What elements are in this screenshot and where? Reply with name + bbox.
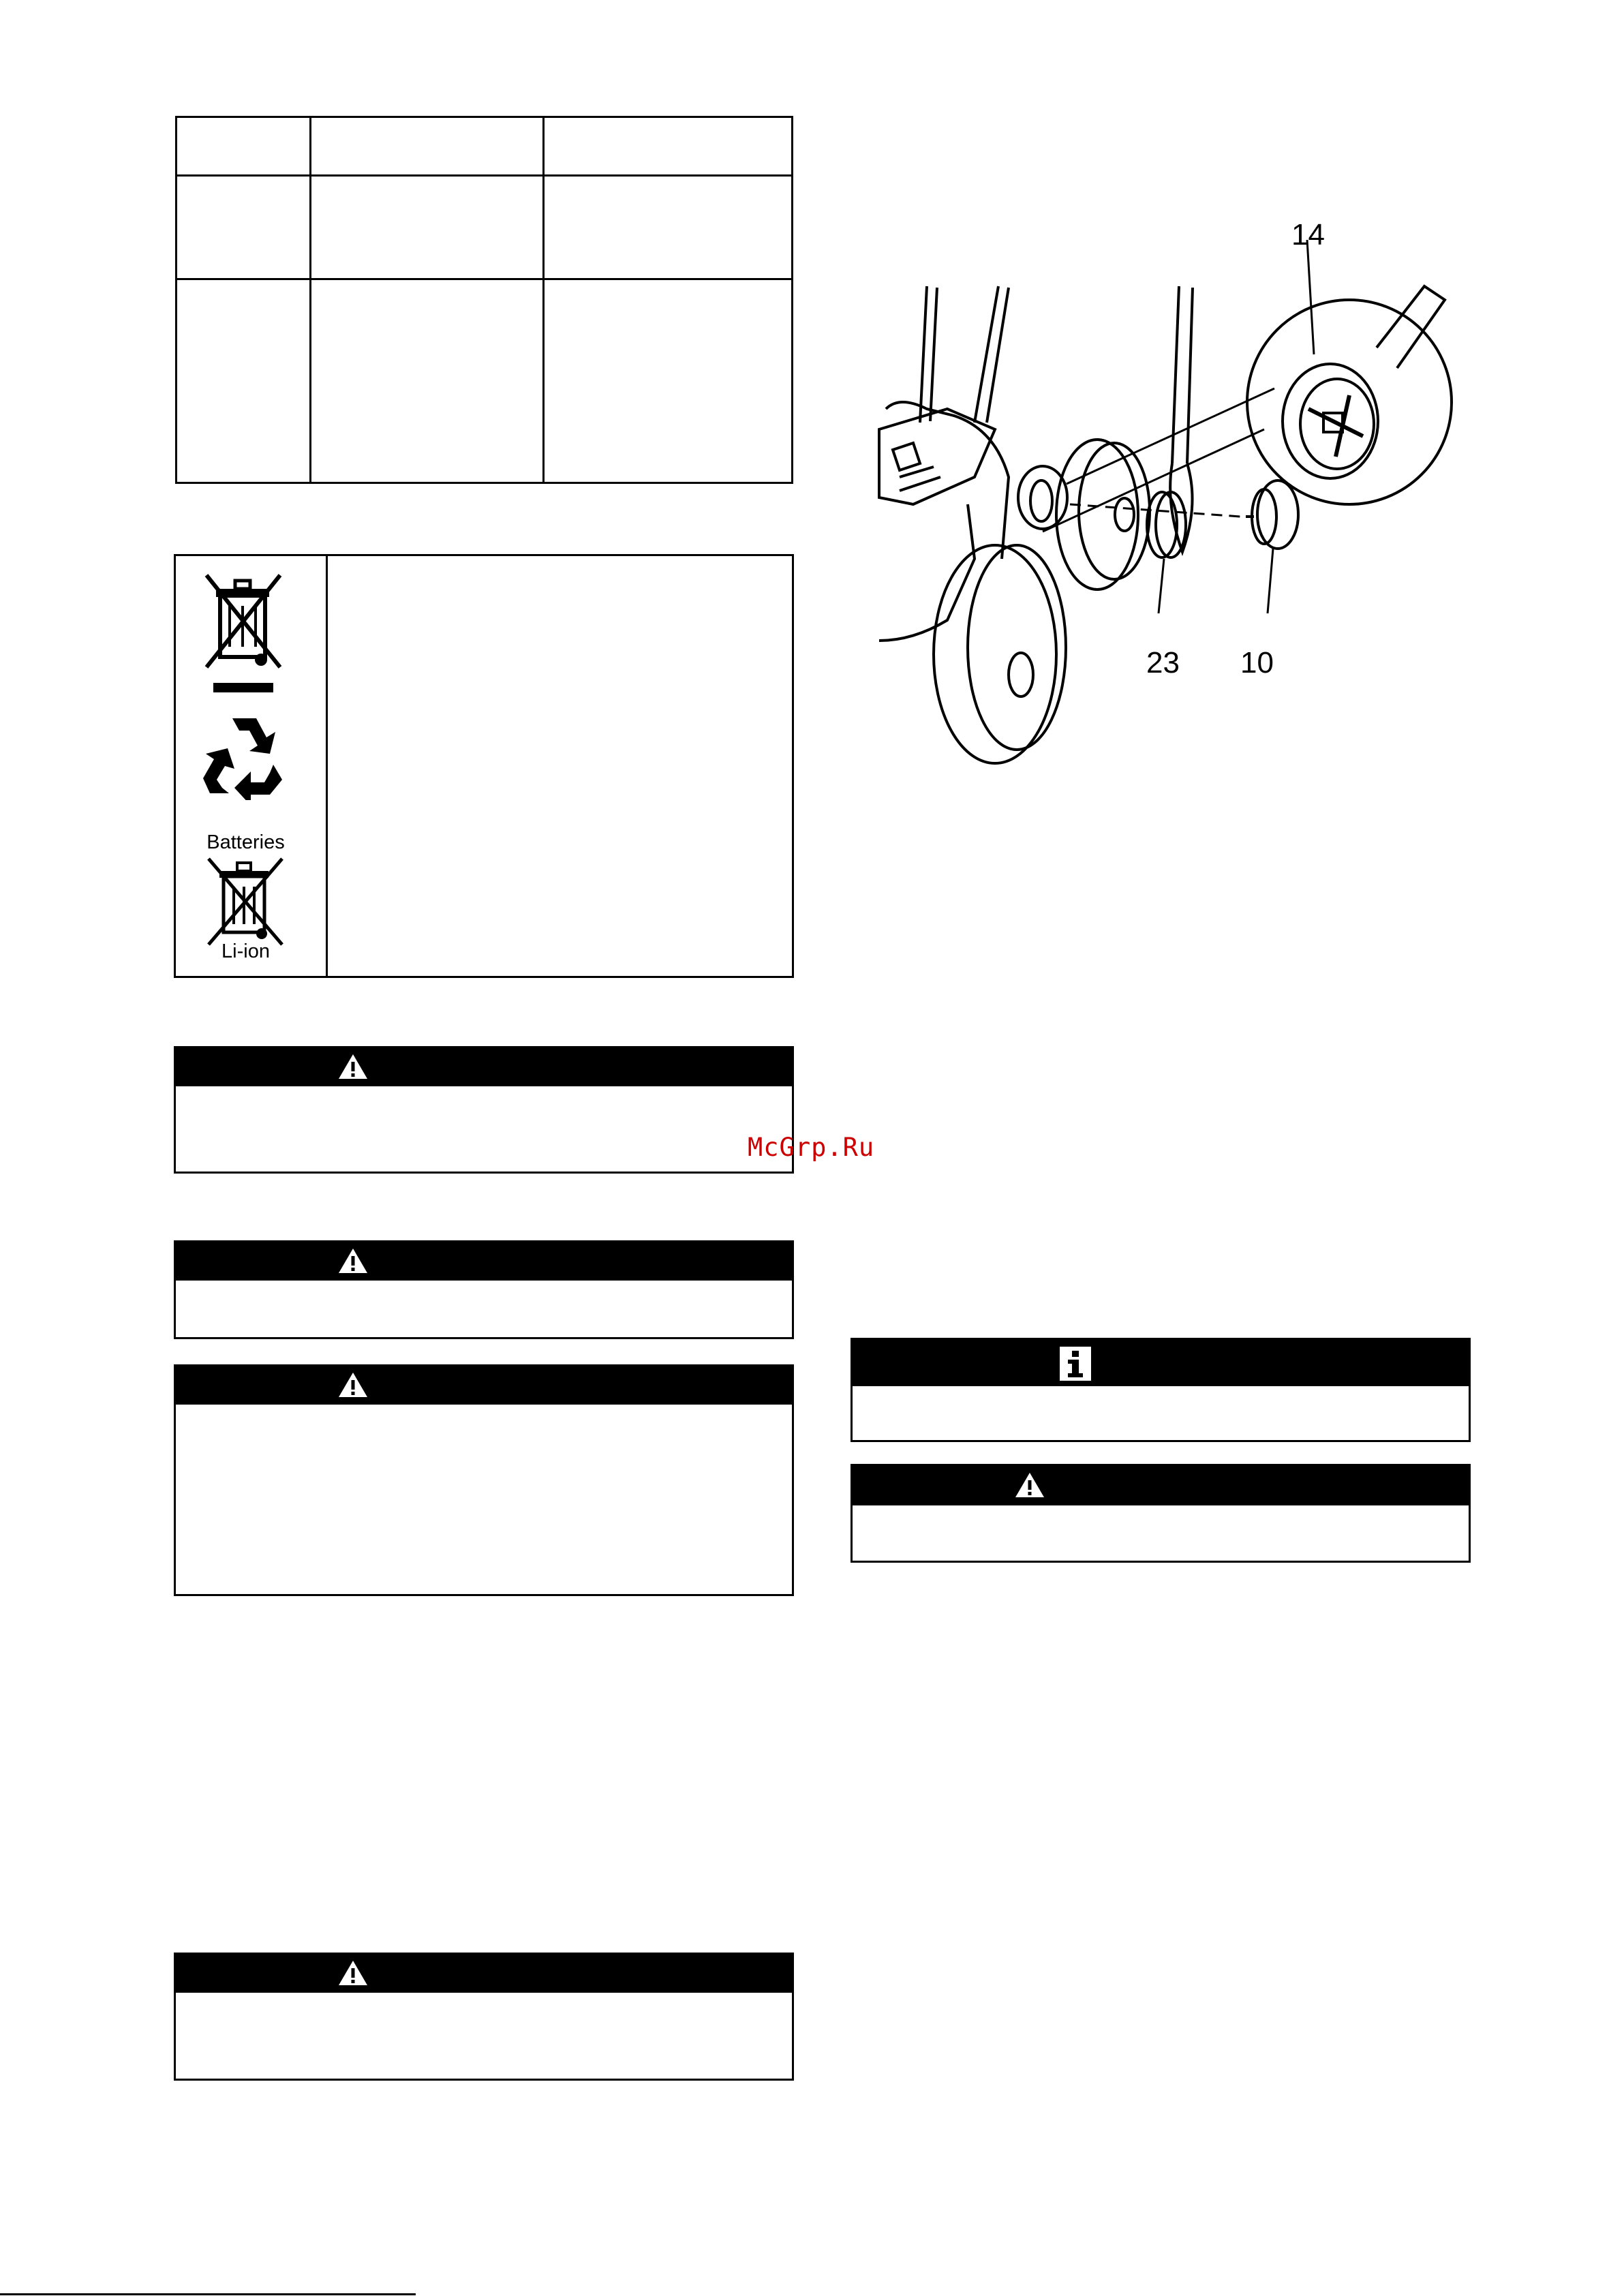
warning-notice [174, 1240, 794, 1339]
recycle-icon [202, 711, 287, 800]
table-divider [177, 278, 791, 280]
wheel-assembly-illustration [872, 204, 1486, 804]
disposal-symbols-box [174, 554, 794, 978]
table-divider [177, 174, 791, 177]
warning-triangle-icon [338, 1053, 368, 1080]
watermark-text: McGrp.Ru [748, 1133, 875, 1162]
notice-header-bar [176, 1048, 792, 1086]
warning-notice [174, 1364, 794, 1596]
info-icon [1060, 1347, 1091, 1381]
callout-label: 23 [1146, 646, 1180, 679]
table-divider [542, 118, 545, 482]
table-divider [309, 118, 311, 482]
li-ion-label: Li-ion [221, 940, 270, 962]
warning-triangle-icon [338, 1371, 368, 1398]
warning-triangle-icon [338, 1959, 368, 1987]
info-notice [851, 1338, 1471, 1442]
notice-header-bar [176, 1955, 792, 1993]
warning-triangle-icon [1015, 1471, 1045, 1499]
battery-bin-icon [203, 856, 288, 951]
warning-notice [851, 1464, 1471, 1563]
warning-notice [174, 1046, 794, 1174]
notice-header-bar [853, 1340, 1469, 1386]
spec-table [175, 116, 793, 484]
box-divider [326, 556, 328, 976]
notice-header-bar [853, 1466, 1469, 1505]
callout-label: 10 [1240, 646, 1274, 679]
crossed-bin-icon [200, 568, 288, 694]
notice-header-bar [176, 1242, 792, 1281]
notice-header-bar [176, 1366, 792, 1405]
warning-notice [174, 1953, 794, 2081]
callout-label: 14 [1291, 218, 1325, 251]
footnote-divider [0, 2293, 416, 2295]
warning-triangle-icon [338, 1247, 368, 1274]
batteries-label: Batteries [206, 831, 285, 853]
